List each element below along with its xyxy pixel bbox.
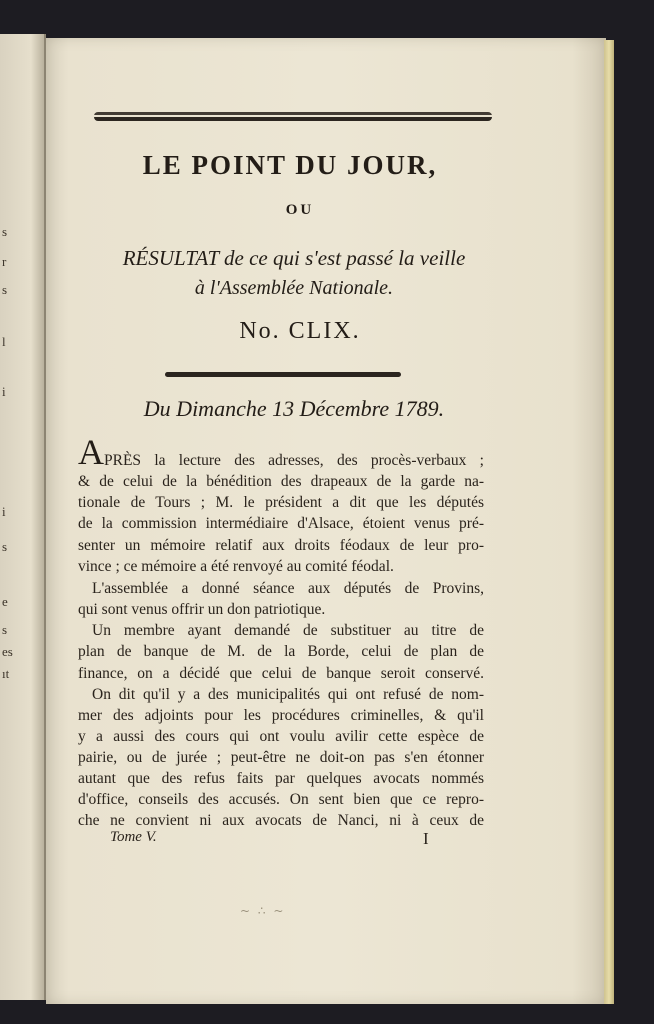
left-page-fragment: i [2,384,6,399]
page-fore-edge [604,40,614,1004]
middle-rule-divider [165,372,401,377]
body-text-line: finance, on a décidé que celui de banque seroit conservé. [78,665,484,682]
left-page-fragment: r [2,254,7,269]
signature-mark: I [423,829,429,848]
body-text-line: vince ; ce mémoire a été renvoyé au comité féodal. [78,558,394,575]
body-text-line: senter un mémoire relatif aux droits féodaux de leur pro- [78,537,484,554]
body-text-line: PRÈS la lecture des adresses, des procès-verbaux ; [104,452,484,469]
body-text-line: L'assemblée a donné séance aux députés de Provins, [92,580,484,597]
body-text-line: d'office, conseils des accusés. On sent bien que ce repro- [78,791,484,808]
left-page-fragment: ıt [2,666,10,681]
body-text-line: pairie, ou de jurée ; peut-être ne doit-on pas s'en étonner [78,749,484,766]
body-text-line: & de celui de la bénédition des drapeaux de la garde na- [78,473,484,490]
body-text-line: Un membre ayant demandé de substituer au titre de [92,622,484,639]
body-text-line: autant que des refus faits par quelques avocats nommés [78,770,484,787]
body-text-line: che ne convient ni aux avocats de Nanci, ni à ceux de [78,812,484,829]
left-page-edge [0,34,46,1000]
body-text-line: mer des adjoints pour les procédures criminelles, & qu'il [78,707,484,724]
body-text-line: y a aussi des cours qui ont voulu avilir cette espèce de [78,728,484,745]
top-rule-divider [94,112,492,121]
body-text-line: tionale de Tours ; M. le président a dit que les députés [78,494,484,511]
left-page-fragment: s [2,539,8,554]
dateline: Du Dimanche 13 Décembre 1789. [143,396,445,421]
left-page-fragment: l [2,334,6,349]
newspaper-title: LE POINT DU JOUR, [142,150,438,180]
volume-label: Tome V. [110,829,157,845]
body-text-line: qui sont venus offrir un don patriotique. [78,601,326,618]
left-page-fragment: s [2,224,8,239]
title-conjunction: OU [285,202,315,218]
drop-cap: A [78,432,104,472]
issue-number: No. CLIX. [239,318,361,344]
left-page-fragment: es [2,644,13,659]
subtitle-line-2: à l'Assemblée Nationale. [194,277,394,299]
left-page-fragment: i [2,504,6,519]
body-text-line: de la commission intermédiaire d'Alsace, étoient venus pré- [78,515,484,532]
bleed-through-ornament: ~ ∴ ~ [240,904,286,918]
left-page-fragment: e [2,594,8,609]
body-text-line: On dit qu'il y a des municipalités qui ont refusé de nom- [92,686,484,703]
left-page-fragment: s [2,622,8,637]
body-text-line: plan de banque de M. de la Borde, celui de plan de [78,643,484,660]
subtitle-line-1: RÉSULTAT de ce qui s'est passé la veille [122,246,466,270]
left-page-fragment: s [2,282,8,297]
